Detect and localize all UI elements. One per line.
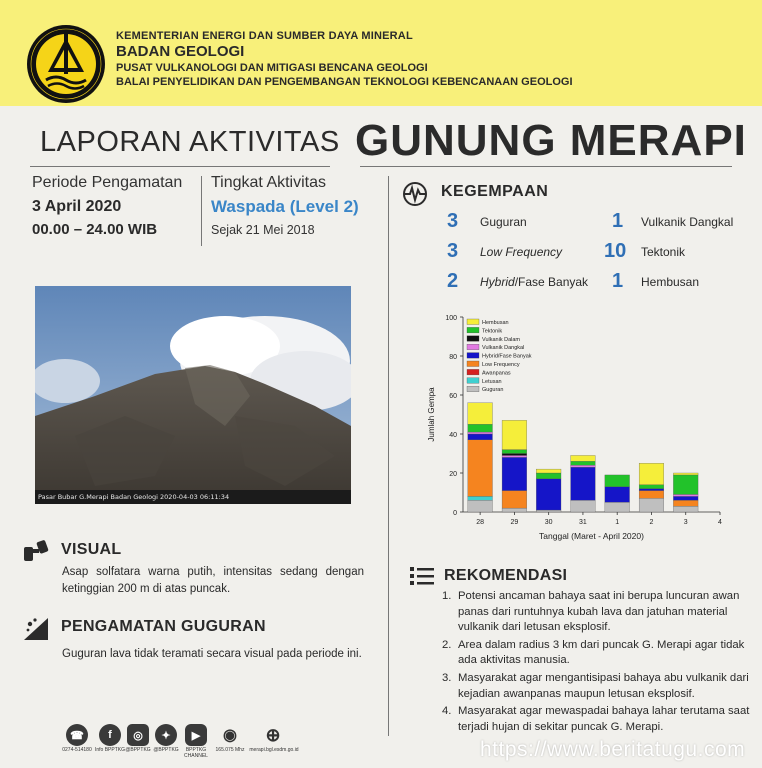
bar-segment xyxy=(605,502,630,512)
globe-icon[interactable]: ⊕ xyxy=(265,724,281,745)
legend-entry: Vulkanik Dalam xyxy=(482,336,521,343)
bar-segment xyxy=(673,473,698,475)
facebook-icon[interactable]: f xyxy=(99,724,121,746)
activity-level-value: Waspada (Level 2) xyxy=(211,197,359,216)
title-rule-left xyxy=(30,166,330,167)
period-label: Periode Pengamatan xyxy=(32,174,183,191)
legend-entry: Letusan xyxy=(482,378,502,385)
stat-label: Tektonik xyxy=(641,245,686,259)
stat-count: 1 xyxy=(612,270,624,292)
youtube-label: BPPTKG CHANNEL xyxy=(184,747,208,759)
activity-level xyxy=(211,174,359,237)
rekomendasi-list xyxy=(442,589,752,737)
bar-segment xyxy=(571,500,596,512)
title-volcano: GUNUNG MERAPI xyxy=(355,116,747,165)
bar-segment xyxy=(502,508,527,512)
stat-count: 10 xyxy=(604,240,627,262)
instagram-label: @BPPTKG xyxy=(125,747,151,753)
radio-icon: ◉ xyxy=(223,727,237,744)
bar-segment xyxy=(639,491,664,499)
bar-segment xyxy=(639,463,664,484)
bar-segment xyxy=(673,506,698,512)
bar-segment xyxy=(571,461,596,465)
agency-name: BADAN GEOLOGI xyxy=(116,43,245,60)
list-item xyxy=(442,589,752,636)
legend-swatch xyxy=(467,336,479,342)
list-icon xyxy=(410,566,434,586)
binoculars-icon xyxy=(22,537,50,565)
bar-segment xyxy=(502,420,527,449)
seismograph-icon xyxy=(402,181,428,207)
legend-swatch xyxy=(467,361,479,367)
guguran-text: Guguran lava tidak teramati secara visual pada periode ini. xyxy=(62,648,362,660)
x-tick-label: 3 xyxy=(683,519,688,526)
list-item xyxy=(442,704,752,735)
stat-label-em: Hybrid xyxy=(480,275,515,289)
kegempaan-title: KEGEMPAAN xyxy=(441,183,549,200)
observation-period xyxy=(32,174,182,238)
x-tick-label: 30 xyxy=(544,519,553,526)
title-rule-right xyxy=(360,166,732,167)
legend-swatch xyxy=(467,319,479,325)
stat-count: 3 xyxy=(447,240,459,262)
item-text: Area dalam radius 3 km dari puncak G. Merapi agar tidak ada aktivitas manusia. xyxy=(458,638,745,667)
bar-segment xyxy=(639,485,664,489)
bar-segment xyxy=(571,455,596,461)
activity-label: Tingkat Aktivitas xyxy=(211,174,327,191)
bar-segment xyxy=(571,467,596,500)
list-item xyxy=(442,671,752,702)
website-label: merapi.bgl.esdm.go.id xyxy=(249,747,299,753)
legend-swatch xyxy=(467,353,479,359)
activity-since: Sejak 21 Mei 2018 xyxy=(211,223,315,237)
bar-segment xyxy=(536,479,561,510)
stat-label: Vulkanik Dangkal xyxy=(641,215,734,229)
earthquake-chart-svg xyxy=(418,305,738,545)
divider xyxy=(201,176,202,246)
stat-label: Guguran xyxy=(480,215,527,229)
bar-segment xyxy=(673,494,698,496)
bar-segment xyxy=(468,500,493,512)
x-axis-label: Tanggal (Maret - April 2020) xyxy=(539,531,644,541)
period-time: 00.00 – 24.00 WIB xyxy=(32,221,158,238)
twitter-icon[interactable]: ✦ xyxy=(155,724,177,746)
stat-label-rest: /Fase Banyak xyxy=(514,275,589,289)
legend-entry: Hybrid/Fase Banyak xyxy=(482,353,532,360)
bar-segment xyxy=(639,489,664,491)
esdm-logo xyxy=(26,24,106,104)
stat-count: 3 xyxy=(447,210,459,232)
stat-count: 1 xyxy=(612,210,624,232)
item-number: 3. xyxy=(442,671,452,684)
visual-title: VISUAL xyxy=(61,541,122,558)
list-item xyxy=(442,638,752,669)
item-number: 1. xyxy=(442,590,452,602)
bar-segment xyxy=(673,500,698,506)
y-tick-label: 0 xyxy=(453,510,457,517)
item-text: Masyarakat agar mengantisipasi bahaya abu vulkanik dari kejadian awanpanas maupun letusan eksplosif. xyxy=(458,671,749,700)
y-tick-label: 20 xyxy=(449,471,457,478)
x-tick-label: 1 xyxy=(615,519,620,526)
legend-swatch xyxy=(467,386,479,392)
legend-swatch xyxy=(467,327,479,333)
header-banner xyxy=(0,0,762,106)
legend-entry: Awanpanas xyxy=(482,370,511,377)
column-divider xyxy=(388,176,389,736)
bar-segment xyxy=(502,450,527,454)
x-tick-label: 28 xyxy=(476,519,485,526)
radio-label: 165.075 Mhz xyxy=(215,747,245,753)
legend-entry: Low Frequency xyxy=(482,362,520,368)
bar-segment xyxy=(536,469,561,473)
bar-segment xyxy=(536,473,561,479)
stat-label: Hembusan xyxy=(641,275,700,289)
organization-block xyxy=(116,30,573,88)
legend-entry: Hembusan xyxy=(482,320,509,326)
bar-segment xyxy=(605,487,630,503)
report-title xyxy=(0,114,762,170)
bar-segment xyxy=(673,496,698,500)
bar-segment xyxy=(571,465,596,467)
bar-segment xyxy=(639,498,664,512)
title-prefix: LAPORAN AKTIVITAS xyxy=(40,126,340,158)
x-tick-label: 4 xyxy=(718,519,722,526)
stat-count: 2 xyxy=(447,270,459,292)
y-axis-label: Jumlah Gempa xyxy=(427,387,436,442)
bar-segment xyxy=(502,457,527,490)
item-number: 4. xyxy=(442,705,452,718)
stat-label xyxy=(480,275,588,289)
legend-swatch xyxy=(467,369,479,375)
legend-swatch xyxy=(467,344,479,350)
bar-segment xyxy=(468,440,493,497)
ministry-name: KEMENTERIAN ENERGI DAN SUMBER DAYA MINERAL xyxy=(116,30,413,42)
x-tick-label: 29 xyxy=(510,519,519,526)
instagram-icon[interactable]: ◎ xyxy=(127,724,149,746)
bar-segment xyxy=(673,475,698,495)
bar-segment xyxy=(502,454,527,456)
y-tick-label: 60 xyxy=(449,393,457,400)
item-text: Masyarakat agar mewaspadai bahaya lahar terutama saat terjadi hujan di sekitar puncak G. Merapi. xyxy=(458,705,750,733)
legend-entry: Tektonik xyxy=(482,328,503,335)
visual-text: Asap solfatara warna putih, intensitas sedang dengan ketinggian 200 m di atas puncak. xyxy=(62,566,364,595)
photo-caption: Pasar Bubar G.Merapi Badan Geologi 2020-04-03 06:11:34 xyxy=(38,493,230,501)
bar-segment xyxy=(468,496,493,500)
phone-label: 0274-514180 xyxy=(62,747,92,753)
office-name: BALAI PENYELIDIKAN DAN PENGEMBANGAN TEKNOLOGI KEBENCANAAN GEOLOGI xyxy=(116,76,573,88)
twitter-label: @BPPTKG xyxy=(153,747,179,753)
bar-segment xyxy=(502,455,527,457)
item-text: Potensi ancaman bahaya saat ini berupa luncuran awan panas dari runtuhnya kubah lava dan jatuhan material vulkanik dari letusan eksplosif. xyxy=(458,590,740,634)
legend-swatch xyxy=(467,378,479,384)
bar-segment xyxy=(468,434,493,440)
bar-segment xyxy=(536,510,561,512)
y-tick-label: 100 xyxy=(445,315,457,322)
bar-segment xyxy=(468,403,493,424)
rekomendasi-title: REKOMENDASI xyxy=(444,567,568,584)
y-tick-label: 40 xyxy=(449,432,457,439)
bar-segment xyxy=(468,432,493,434)
legend-entry: Vulkanik Dangkal xyxy=(482,345,525,352)
bar-segment xyxy=(605,475,630,487)
earthquake-chart xyxy=(418,305,738,545)
bar-segment xyxy=(502,491,527,509)
x-tick-label: 31 xyxy=(579,519,587,526)
watermark: https://www.beritatugu.com xyxy=(480,738,746,761)
x-tick-label: 2 xyxy=(649,519,654,526)
facebook-label: Info BPPTKG xyxy=(94,747,125,753)
guguran-title: PENGAMATAN GUGURAN xyxy=(61,618,266,635)
legend-entry: Guguran xyxy=(482,387,504,394)
phone-icon[interactable]: ☎ xyxy=(66,724,88,746)
rockfall-icon xyxy=(22,614,50,642)
center-name: PUSAT VULKANOLOGI DAN MITIGASI BENCANA GEOLOGI xyxy=(116,62,428,74)
stat-label: Low Frequency xyxy=(480,245,563,259)
item-number: 2. xyxy=(442,638,452,651)
period-date: 3 April 2020 xyxy=(32,198,122,215)
youtube-icon[interactable]: ▶ xyxy=(185,724,207,746)
volcano-photo xyxy=(35,286,351,504)
y-tick-label: 80 xyxy=(449,354,457,361)
bar-segment xyxy=(468,424,493,432)
